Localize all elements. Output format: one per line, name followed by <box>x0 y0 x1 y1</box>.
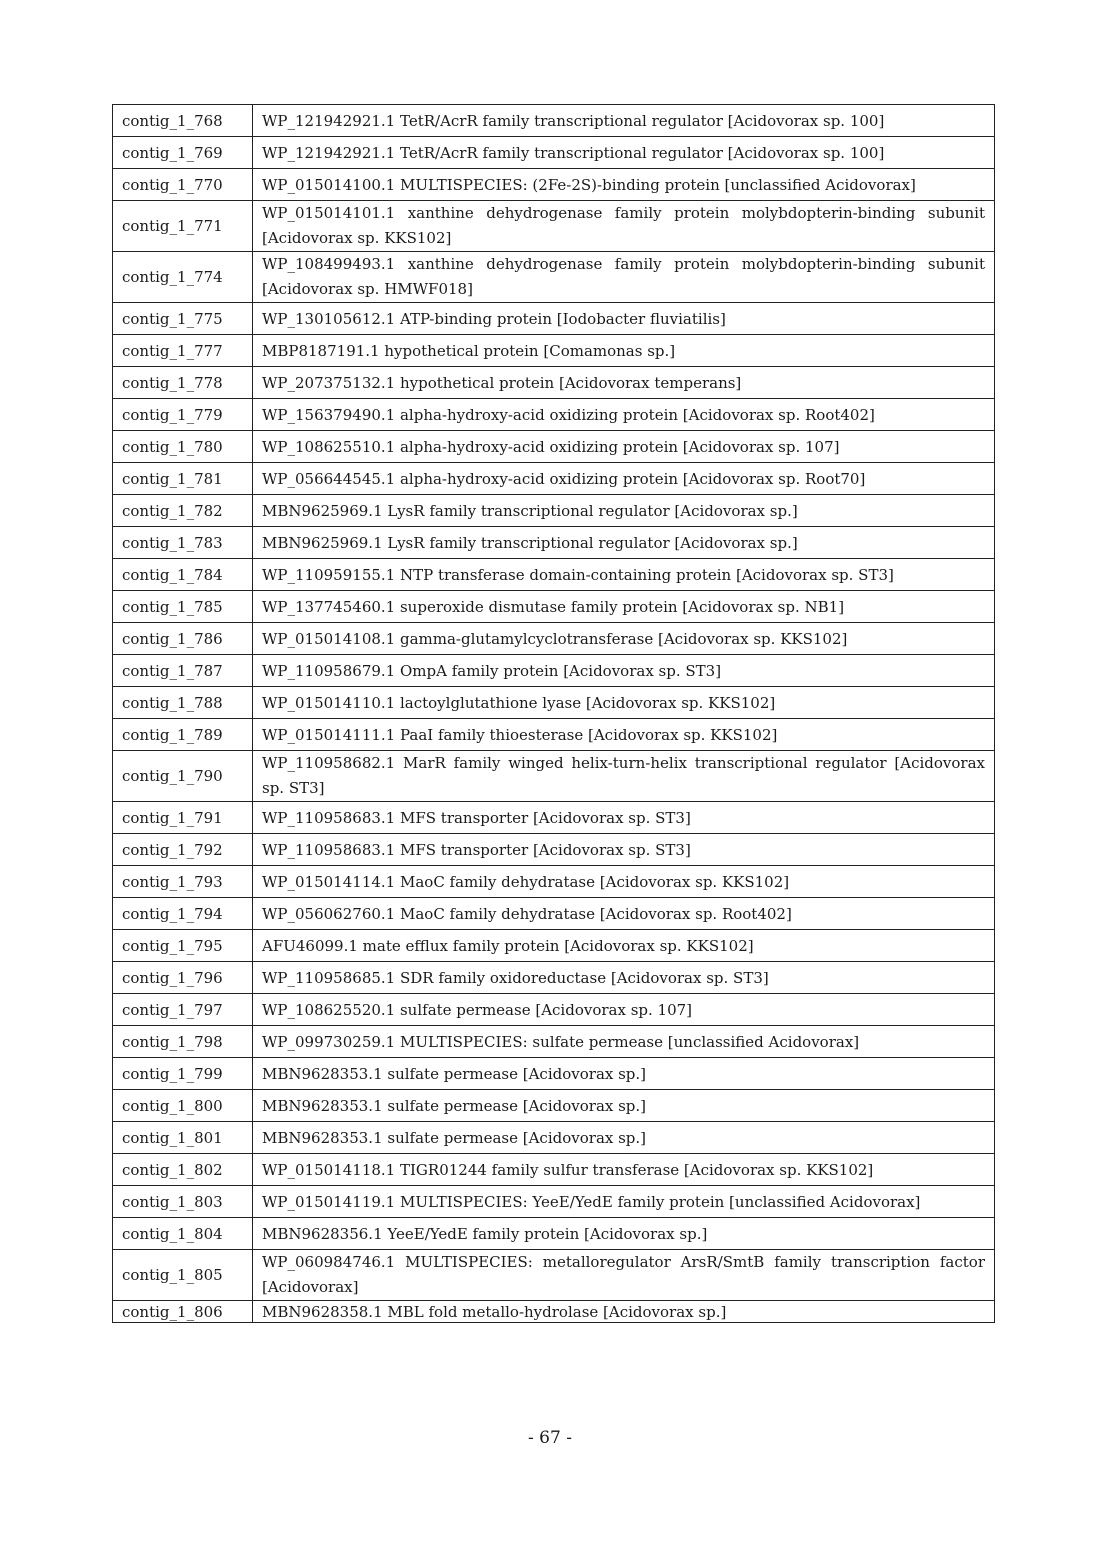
table-row <box>113 527 995 559</box>
table-row <box>113 962 995 994</box>
table-row <box>113 591 995 623</box>
annotation-table <box>112 104 995 1323</box>
contig-id-cell: contig_1_804 <box>113 1218 253 1250</box>
annotation-cell: AFU46099.1 mate efflux family protein [Acidovorax sp. KKS102] <box>253 930 995 962</box>
table-row <box>113 719 995 751</box>
annotation-cell: WP_110958683.1 MFS transporter [Acidovorax sp. ST3] <box>253 834 995 866</box>
contig-id-cell: contig_1_792 <box>113 834 253 866</box>
annotation-cell: WP_108625520.1 sulfate permease [Acidovorax sp. 107] <box>253 994 995 1026</box>
contig-id-cell: contig_1_790 <box>113 751 253 802</box>
table-row <box>113 335 995 367</box>
contig-id-cell: contig_1_775 <box>113 303 253 335</box>
contig-id-cell: contig_1_781 <box>113 463 253 495</box>
table-row <box>113 1090 995 1122</box>
annotation-cell: WP_015014114.1 MaoC family dehydratase [Acidovorax sp. KKS102] <box>253 866 995 898</box>
annotation-cell: WP_056062760.1 MaoC family dehydratase [Acidovorax sp. Root402] <box>253 898 995 930</box>
contig-id-cell: contig_1_788 <box>113 687 253 719</box>
annotation-cell: WP_015014119.1 MULTISPECIES: YeeE/YedE family protein [unclassified Acidovorax] <box>253 1186 995 1218</box>
contig-id-cell: contig_1_806 <box>113 1301 253 1323</box>
table-row <box>113 137 995 169</box>
annotation-cell: WP_130105612.1 ATP-binding protein [Iodobacter fluviatilis] <box>253 303 995 335</box>
table-row <box>113 303 995 335</box>
annotation-cell: WP_121942921.1 TetR/AcrR family transcriptional regulator [Acidovorax sp. 100] <box>253 105 995 137</box>
contig-id-cell: contig_1_777 <box>113 335 253 367</box>
annotation-cell: WP_110958679.1 OmpA family protein [Acidovorax sp. ST3] <box>253 655 995 687</box>
annotation-cell: MBP8187191.1 hypothetical protein [Comamonas sp.] <box>253 335 995 367</box>
contig-id-cell: contig_1_799 <box>113 1058 253 1090</box>
contig-id-cell: contig_1_774 <box>113 252 253 303</box>
contig-id-cell: contig_1_784 <box>113 559 253 591</box>
annotation-cell: WP_110958682.1 MarR family winged helix-turn-helix transcriptional regulator [Acidovorax sp. ST3] <box>253 751 995 802</box>
annotation-cell: MBN9628356.1 YeeE/YedE family protein [Acidovorax sp.] <box>253 1218 995 1250</box>
annotation-cell: WP_207375132.1 hypothetical protein [Acidovorax temperans] <box>253 367 995 399</box>
annotation-cell: WP_110958683.1 MFS transporter [Acidovorax sp. ST3] <box>253 802 995 834</box>
annotation-cell: MBN9625969.1 LysR family transcriptional regulator [Acidovorax sp.] <box>253 527 995 559</box>
table-row <box>113 930 995 962</box>
contig-id-cell: contig_1_801 <box>113 1122 253 1154</box>
contig-id-cell: contig_1_798 <box>113 1026 253 1058</box>
contig-id-cell: contig_1_787 <box>113 655 253 687</box>
table-row <box>113 1301 995 1323</box>
contig-id-cell: contig_1_782 <box>113 495 253 527</box>
contig-id-cell: contig_1_802 <box>113 1154 253 1186</box>
table-row <box>113 898 995 930</box>
annotation-cell: WP_015014118.1 TIGR01244 family sulfur transferase [Acidovorax sp. KKS102] <box>253 1154 995 1186</box>
table-row <box>113 655 995 687</box>
contig-id-cell: contig_1_771 <box>113 201 253 252</box>
annotation-cell: WP_015014111.1 PaaI family thioesterase [Acidovorax sp. KKS102] <box>253 719 995 751</box>
contig-id-cell: contig_1_805 <box>113 1250 253 1301</box>
contig-id-cell: contig_1_778 <box>113 367 253 399</box>
annotation-cell: WP_015014110.1 lactoylglutathione lyase [Acidovorax sp. KKS102] <box>253 687 995 719</box>
table-row <box>113 463 995 495</box>
table-row <box>113 802 995 834</box>
table-row <box>113 1218 995 1250</box>
annotation-cell: WP_110958685.1 SDR family oxidoreductase [Acidovorax sp. ST3] <box>253 962 995 994</box>
table-row <box>113 495 995 527</box>
contig-id-cell: contig_1_797 <box>113 994 253 1026</box>
annotation-cell: WP_110959155.1 NTP transferase domain-containing protein [Acidovorax sp. ST3] <box>253 559 995 591</box>
contig-id-cell: contig_1_796 <box>113 962 253 994</box>
annotation-cell: WP_108499493.1 xanthine dehydrogenase family protein molybdopterin-binding subunit [Acidovorax sp. HMWF018] <box>253 252 995 303</box>
contig-id-cell: contig_1_789 <box>113 719 253 751</box>
table-row <box>113 367 995 399</box>
table-row <box>113 1154 995 1186</box>
table-row <box>113 687 995 719</box>
table-row <box>113 1122 995 1154</box>
table-row <box>113 252 995 303</box>
contig-id-cell: contig_1_786 <box>113 623 253 655</box>
contig-id-cell: contig_1_779 <box>113 399 253 431</box>
annotation-cell: WP_099730259.1 MULTISPECIES: sulfate permease [unclassified Acidovorax] <box>253 1026 995 1058</box>
annotation-cell: MBN9628353.1 sulfate permease [Acidovorax sp.] <box>253 1058 995 1090</box>
table-row <box>113 751 995 802</box>
table-row <box>113 399 995 431</box>
contig-id-cell: contig_1_800 <box>113 1090 253 1122</box>
table-row <box>113 559 995 591</box>
table-row <box>113 1058 995 1090</box>
table-row <box>113 105 995 137</box>
contig-id-cell: contig_1_795 <box>113 930 253 962</box>
contig-id-cell: contig_1_791 <box>113 802 253 834</box>
annotation-cell: WP_015014101.1 xanthine dehydrogenase family protein molybdopterin-binding subunit [Acidovorax sp. KKS102] <box>253 201 995 252</box>
annotation-cell: WP_015014108.1 gamma-glutamylcyclotransferase [Acidovorax sp. KKS102] <box>253 623 995 655</box>
annotation-cell: WP_121942921.1 TetR/AcrR family transcriptional regulator [Acidovorax sp. 100] <box>253 137 995 169</box>
table-row <box>113 1026 995 1058</box>
contig-id-cell: contig_1_793 <box>113 866 253 898</box>
annotation-cell: WP_056644545.1 alpha-hydroxy-acid oxidizing protein [Acidovorax sp. Root70] <box>253 463 995 495</box>
page-number: - 67 - <box>528 1428 572 1448</box>
annotation-cell: WP_108625510.1 alpha-hydroxy-acid oxidizing protein [Acidovorax sp. 107] <box>253 431 995 463</box>
annotation-cell: MBN9628353.1 sulfate permease [Acidovorax sp.] <box>253 1090 995 1122</box>
table-row <box>113 623 995 655</box>
contig-id-cell: contig_1_769 <box>113 137 253 169</box>
table-row <box>113 169 995 201</box>
annotation-cell: WP_060984746.1 MULTISPECIES: metalloregulator ArsR/SmtB family transcription factor [Acidovorax] <box>253 1250 995 1301</box>
annotation-cell: MBN9625969.1 LysR family transcriptional regulator [Acidovorax sp.] <box>253 495 995 527</box>
contig-id-cell: contig_1_794 <box>113 898 253 930</box>
contig-id-cell: contig_1_770 <box>113 169 253 201</box>
annotation-table-body <box>113 105 995 1323</box>
annotation-cell: WP_015014100.1 MULTISPECIES: (2Fe-2S)-binding protein [unclassified Acidovorax] <box>253 169 995 201</box>
table-row <box>113 201 995 252</box>
annotation-cell: MBN9628358.1 MBL fold metallo-hydrolase [Acidovorax sp.] <box>253 1301 995 1323</box>
contig-id-cell: contig_1_783 <box>113 527 253 559</box>
contig-id-cell: contig_1_768 <box>113 105 253 137</box>
annotation-cell: WP_137745460.1 superoxide dismutase family protein [Acidovorax sp. NB1] <box>253 591 995 623</box>
table-row <box>113 866 995 898</box>
contig-id-cell: contig_1_780 <box>113 431 253 463</box>
contig-id-cell: contig_1_803 <box>113 1186 253 1218</box>
table-row <box>113 431 995 463</box>
table-row <box>113 834 995 866</box>
annotation-cell: MBN9628353.1 sulfate permease [Acidovorax sp.] <box>253 1122 995 1154</box>
table-row <box>113 994 995 1026</box>
annotation-cell: WP_156379490.1 alpha-hydroxy-acid oxidizing protein [Acidovorax sp. Root402] <box>253 399 995 431</box>
contig-id-cell: contig_1_785 <box>113 591 253 623</box>
table-row <box>113 1250 995 1301</box>
table-row <box>113 1186 995 1218</box>
